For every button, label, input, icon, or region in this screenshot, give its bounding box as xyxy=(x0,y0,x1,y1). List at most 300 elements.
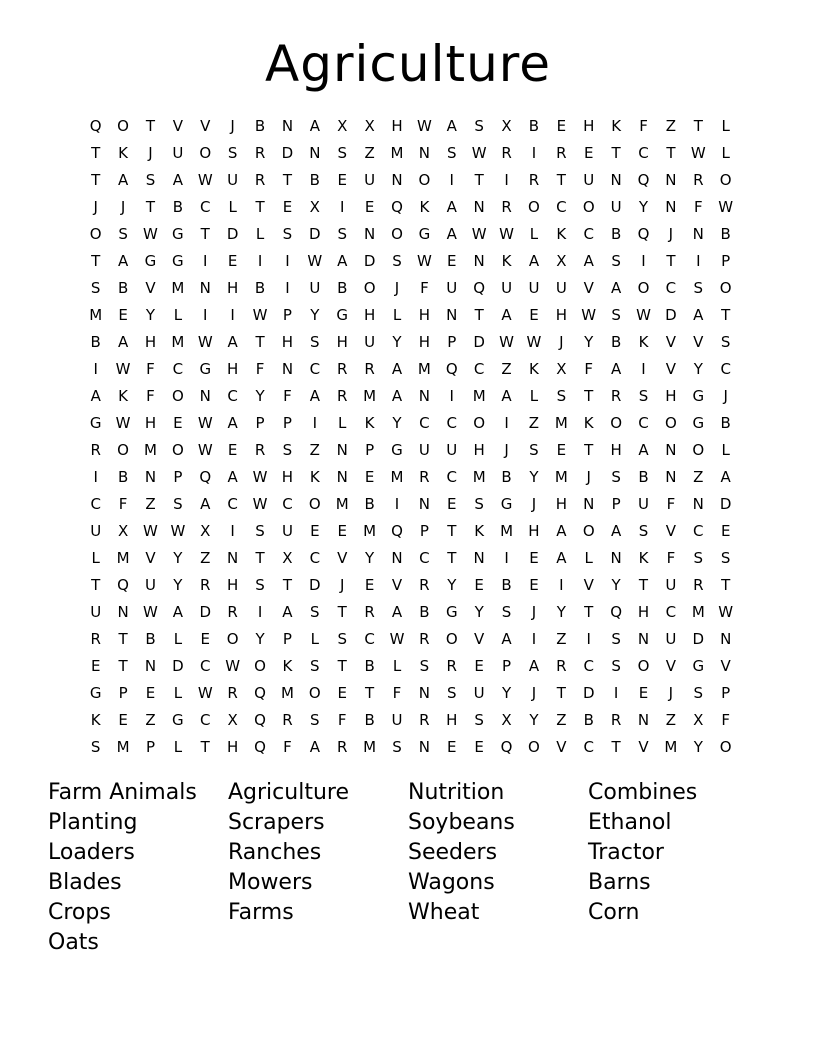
grid-letter[interactable]: Z xyxy=(665,711,677,729)
grid-letter[interactable]: S xyxy=(90,738,101,756)
grid-letter[interactable]: Y xyxy=(173,576,183,594)
grid-letter[interactable]: O xyxy=(117,441,129,459)
grid-letter[interactable]: Y xyxy=(255,387,265,405)
grid-letter[interactable]: H xyxy=(418,306,431,324)
grid-letter[interactable]: E xyxy=(282,198,293,216)
grid-letter[interactable]: O xyxy=(582,198,595,216)
grid-letter[interactable]: N xyxy=(720,630,732,648)
grid-letter[interactable]: L xyxy=(338,414,347,432)
grid-letter[interactable]: P xyxy=(419,522,429,540)
grid-letter[interactable]: R xyxy=(254,171,266,189)
grid-letter[interactable]: Z xyxy=(309,441,320,459)
grid-letter[interactable]: M xyxy=(691,603,705,621)
grid-letter[interactable]: O xyxy=(226,630,239,648)
grid-letter[interactable]: M xyxy=(363,387,377,405)
grid-letter[interactable]: T xyxy=(611,738,621,756)
grid-letter[interactable]: Y xyxy=(529,468,539,486)
grid-letter[interactable]: M xyxy=(116,549,130,567)
grid-letter[interactable]: O xyxy=(308,684,321,702)
grid-letter[interactable]: T xyxy=(200,225,210,243)
grid-letter[interactable]: C xyxy=(419,549,430,567)
grid-letter[interactable]: N xyxy=(363,225,376,243)
grid-letter[interactable]: G xyxy=(172,252,184,270)
grid-letter[interactable]: O xyxy=(692,441,705,459)
grid-letter[interactable]: I xyxy=(93,360,98,378)
grid-letter[interactable]: D xyxy=(692,630,705,648)
grid-letter[interactable]: T xyxy=(255,549,265,567)
grid-letter[interactable]: H xyxy=(227,360,239,378)
grid-letter[interactable]: O xyxy=(637,657,650,675)
grid-letter[interactable]: O xyxy=(445,630,458,648)
grid-letter[interactable]: U xyxy=(172,144,184,162)
grid-letter[interactable]: V xyxy=(665,333,677,351)
grid-letter[interactable]: K xyxy=(474,522,485,540)
grid-letter[interactable]: W xyxy=(197,333,213,351)
grid-letter[interactable]: M xyxy=(554,414,568,432)
grid-letter[interactable]: R xyxy=(610,387,622,405)
grid-letter[interactable]: B xyxy=(254,279,266,297)
grid-letter[interactable]: U xyxy=(418,441,430,459)
grid-letter[interactable]: M xyxy=(500,522,514,540)
grid-letter[interactable]: Z xyxy=(665,117,677,135)
grid-letter[interactable]: F xyxy=(255,360,265,378)
grid-letter[interactable]: Z xyxy=(693,468,704,486)
grid-letter[interactable]: E xyxy=(556,441,567,459)
grid-letter[interactable]: O xyxy=(528,198,540,216)
grid-letter[interactable]: B xyxy=(501,468,512,486)
grid-letter[interactable]: A xyxy=(528,252,540,270)
grid-letter[interactable]: R xyxy=(227,603,238,621)
grid-letter[interactable]: T xyxy=(611,144,621,162)
grid-letter[interactable]: J xyxy=(668,684,674,702)
grid-letter[interactable]: T xyxy=(638,576,649,594)
grid-letter[interactable]: T xyxy=(666,144,676,162)
grid-letter[interactable]: N xyxy=(473,549,485,567)
grid-letter[interactable]: C xyxy=(583,657,594,675)
grid-letter[interactable]: I xyxy=(93,468,98,486)
grid-letter[interactable]: Z xyxy=(145,711,156,729)
grid-letter[interactable]: D xyxy=(363,252,376,270)
grid-letter[interactable]: H xyxy=(227,279,239,297)
grid-letter[interactable]: A xyxy=(556,549,567,567)
grid-letter[interactable]: L xyxy=(173,684,183,702)
grid-letter[interactable]: Q xyxy=(610,603,623,621)
grid-letter[interactable]: T xyxy=(255,333,265,351)
grid-letter[interactable]: N xyxy=(665,171,677,189)
grid-letter[interactable]: B xyxy=(419,603,430,621)
grid-letter[interactable]: S xyxy=(474,495,484,513)
grid-letter[interactable]: N xyxy=(309,144,321,162)
grid-letter[interactable]: U xyxy=(638,495,649,513)
grid-letter[interactable]: B xyxy=(528,117,540,135)
grid-letter[interactable]: D xyxy=(473,333,485,351)
grid-letter[interactable]: B xyxy=(90,333,101,351)
grid-letter[interactable]: S xyxy=(227,144,238,162)
grid-letter[interactable]: F xyxy=(584,360,594,378)
grid-letter[interactable]: O xyxy=(418,171,431,189)
grid-letter[interactable]: V xyxy=(145,279,156,297)
grid-letter[interactable]: Y xyxy=(310,306,320,324)
grid-letter[interactable]: E xyxy=(556,117,567,135)
grid-letter[interactable]: F xyxy=(118,495,128,513)
grid-letter[interactable]: L xyxy=(173,306,183,324)
grid-letter[interactable]: F xyxy=(392,684,402,702)
grid-letter[interactable]: C xyxy=(227,495,238,513)
grid-letter[interactable]: L xyxy=(228,198,237,216)
grid-letter[interactable]: Z xyxy=(528,414,540,432)
grid-letter[interactable]: U xyxy=(555,279,567,297)
grid-letter[interactable]: T xyxy=(337,657,347,675)
grid-letter[interactable]: B xyxy=(172,198,184,216)
grid-letter[interactable]: S xyxy=(337,225,347,243)
grid-letter[interactable]: H xyxy=(227,576,239,594)
grid-letter[interactable]: N xyxy=(227,549,239,567)
grid-letter[interactable]: O xyxy=(719,279,732,297)
grid-letter[interactable]: C xyxy=(693,522,704,540)
grid-letter[interactable]: E xyxy=(638,684,649,702)
grid-letter[interactable]: P xyxy=(721,252,731,270)
grid-letter[interactable]: R xyxy=(90,441,101,459)
grid-letter[interactable]: I xyxy=(531,144,537,162)
grid-letter[interactable]: R xyxy=(501,198,512,216)
grid-letter[interactable]: T xyxy=(118,657,128,675)
grid-letter[interactable]: I xyxy=(504,549,509,567)
grid-letter[interactable]: I xyxy=(285,279,290,297)
grid-letter[interactable]: X xyxy=(556,252,567,270)
grid-letter[interactable]: M xyxy=(171,333,185,351)
grid-letter[interactable]: K xyxy=(90,711,101,729)
grid-letter[interactable]: H xyxy=(555,306,567,324)
grid-letter[interactable]: S xyxy=(337,144,347,162)
grid-letter[interactable]: U xyxy=(446,279,458,297)
grid-letter[interactable]: G xyxy=(89,684,102,702)
grid-letter[interactable]: B xyxy=(610,225,622,243)
grid-letter[interactable]: H xyxy=(363,306,376,324)
grid-letter[interactable]: H xyxy=(227,738,239,756)
grid-letter[interactable]: R xyxy=(446,657,457,675)
grid-letter[interactable]: L xyxy=(91,549,100,567)
grid-letter[interactable]: T xyxy=(145,198,156,216)
grid-letter[interactable]: G xyxy=(418,225,431,243)
grid-letter[interactable]: A xyxy=(446,117,457,135)
grid-letter[interactable]: K xyxy=(638,333,649,351)
grid-letter[interactable]: W xyxy=(526,333,542,351)
grid-letter[interactable]: B xyxy=(583,711,594,729)
grid-letter[interactable]: Q xyxy=(89,117,102,135)
grid-letter[interactable]: V xyxy=(556,738,567,756)
grid-letter[interactable]: S xyxy=(447,144,457,162)
grid-letter[interactable]: J xyxy=(93,198,98,216)
grid-letter[interactable]: T xyxy=(91,576,101,594)
grid-letter[interactable]: S xyxy=(611,306,621,324)
grid-letter[interactable]: N xyxy=(281,360,294,378)
grid-letter[interactable]: M xyxy=(417,360,431,378)
grid-letter[interactable]: T xyxy=(584,603,594,621)
grid-letter[interactable]: N xyxy=(144,468,157,486)
grid-letter[interactable]: C xyxy=(309,549,321,567)
grid-letter[interactable]: P xyxy=(118,684,128,702)
grid-letter[interactable]: O xyxy=(528,738,540,756)
grid-letter[interactable]: D xyxy=(199,603,212,621)
grid-letter[interactable]: T xyxy=(556,684,566,702)
grid-letter[interactable]: A xyxy=(200,495,211,513)
grid-letter[interactable]: Q xyxy=(637,171,650,189)
grid-letter[interactable]: V xyxy=(720,657,731,675)
grid-letter[interactable]: H xyxy=(418,333,431,351)
grid-letter[interactable]: V xyxy=(391,576,403,594)
grid-letter[interactable]: C xyxy=(638,414,649,432)
grid-letter[interactable]: J xyxy=(723,387,728,405)
grid-letter[interactable]: S xyxy=(720,549,731,567)
grid-letter[interactable]: L xyxy=(310,630,319,648)
grid-letter[interactable]: C xyxy=(665,603,677,621)
grid-letter[interactable]: R xyxy=(419,711,430,729)
grid-letter[interactable]: F xyxy=(721,711,730,729)
grid-letter[interactable]: I xyxy=(449,387,454,405)
grid-letter[interactable]: D xyxy=(226,225,239,243)
grid-letter[interactable]: W xyxy=(581,306,597,324)
grid-letter[interactable]: Q xyxy=(199,468,212,486)
grid-letter[interactable]: W xyxy=(416,117,432,135)
grid-letter[interactable]: Y xyxy=(584,333,594,351)
grid-letter[interactable]: P xyxy=(145,738,155,756)
grid-letter[interactable]: K xyxy=(118,387,128,405)
grid-letter[interactable]: T xyxy=(282,171,293,189)
grid-letter[interactable]: I xyxy=(230,306,235,324)
grid-letter[interactable]: B xyxy=(720,414,731,432)
grid-letter[interactable]: R xyxy=(282,711,293,729)
grid-letter[interactable]: E xyxy=(364,576,375,594)
grid-letter[interactable]: B xyxy=(117,468,129,486)
grid-letter[interactable]: S xyxy=(282,225,293,243)
grid-letter[interactable]: H xyxy=(391,117,403,135)
grid-letter[interactable]: C xyxy=(583,225,594,243)
grid-letter[interactable]: E xyxy=(173,414,183,432)
grid-letter[interactable]: F xyxy=(693,198,703,216)
grid-letter[interactable]: S xyxy=(173,495,183,513)
grid-letter[interactable]: I xyxy=(230,522,235,540)
grid-letter[interactable]: I xyxy=(504,171,509,189)
grid-letter[interactable]: H xyxy=(610,441,622,459)
grid-letter[interactable]: K xyxy=(501,252,512,270)
grid-letter[interactable]: K xyxy=(556,225,567,243)
grid-letter[interactable]: T xyxy=(118,630,128,648)
grid-letter[interactable]: I xyxy=(203,306,208,324)
grid-letter[interactable]: V xyxy=(583,279,594,297)
grid-letter[interactable]: W xyxy=(197,441,213,459)
grid-letter[interactable]: O xyxy=(199,144,212,162)
grid-letter[interactable]: U xyxy=(610,198,622,216)
grid-letter[interactable]: A xyxy=(446,225,457,243)
grid-letter[interactable]: S xyxy=(310,711,320,729)
grid-letter[interactable]: P xyxy=(282,414,292,432)
grid-letter[interactable]: X xyxy=(693,711,704,729)
grid-letter[interactable]: Q xyxy=(637,225,650,243)
grid-letter[interactable]: J xyxy=(531,684,537,702)
grid-letter[interactable]: D xyxy=(719,495,732,513)
grid-letter[interactable]: P xyxy=(502,657,512,675)
grid-letter[interactable]: A xyxy=(309,738,320,756)
grid-letter[interactable]: S xyxy=(255,522,265,540)
grid-letter[interactable]: E xyxy=(310,522,320,540)
grid-letter[interactable]: P xyxy=(255,414,265,432)
grid-letter[interactable]: U xyxy=(473,684,485,702)
grid-letter[interactable]: X xyxy=(309,198,320,216)
grid-letter[interactable]: U xyxy=(583,171,595,189)
grid-letter[interactable]: T xyxy=(721,306,731,324)
grid-letter[interactable]: K xyxy=(118,144,128,162)
grid-letter[interactable]: Y xyxy=(255,630,265,648)
grid-letter[interactable]: U xyxy=(364,333,376,351)
grid-letter[interactable]: W xyxy=(471,144,487,162)
grid-letter[interactable]: K xyxy=(282,657,293,675)
grid-letter[interactable]: W xyxy=(471,225,487,243)
grid-letter[interactable]: G xyxy=(172,225,184,243)
grid-letter[interactable]: Q xyxy=(254,711,266,729)
grid-letter[interactable]: N xyxy=(336,441,348,459)
grid-letter[interactable]: L xyxy=(529,225,539,243)
grid-letter[interactable]: E xyxy=(447,495,457,513)
grid-letter[interactable]: A xyxy=(117,171,129,189)
grid-letter[interactable]: D xyxy=(309,225,321,243)
grid-letter[interactable]: N xyxy=(391,171,403,189)
grid-letter[interactable]: Y xyxy=(693,738,703,756)
grid-letter[interactable]: E xyxy=(227,252,238,270)
grid-letter[interactable]: N xyxy=(336,468,348,486)
grid-letter[interactable]: A xyxy=(90,387,101,405)
grid-letter[interactable]: M xyxy=(664,738,678,756)
grid-letter[interactable]: S xyxy=(693,279,704,297)
grid-letter[interactable]: V xyxy=(172,117,183,135)
grid-letter[interactable]: F xyxy=(283,387,292,405)
grid-letter[interactable]: W xyxy=(252,495,268,513)
grid-letter[interactable]: X xyxy=(337,117,348,135)
grid-letter[interactable]: V xyxy=(474,630,485,648)
grid-letter[interactable]: F xyxy=(666,549,676,567)
grid-letter[interactable]: L xyxy=(173,630,183,648)
grid-letter[interactable]: R xyxy=(693,171,704,189)
grid-letter[interactable]: H xyxy=(665,387,677,405)
grid-letter[interactable]: R xyxy=(227,684,238,702)
grid-letter[interactable]: E xyxy=(227,441,238,459)
grid-letter[interactable]: S xyxy=(529,441,539,459)
grid-letter[interactable]: Y xyxy=(529,711,539,729)
grid-letter[interactable]: C xyxy=(720,360,731,378)
grid-letter[interactable]: H xyxy=(281,333,294,351)
grid-letter[interactable]: B xyxy=(309,171,320,189)
grid-letter[interactable]: N xyxy=(692,225,704,243)
grid-letter[interactable]: K xyxy=(419,198,430,216)
grid-letter[interactable]: W xyxy=(115,414,131,432)
grid-letter[interactable]: A xyxy=(391,603,403,621)
grid-letter[interactable]: Y xyxy=(693,360,703,378)
grid-letter[interactable]: W xyxy=(499,333,514,351)
grid-letter[interactable]: U xyxy=(391,711,403,729)
grid-letter[interactable]: S xyxy=(118,225,128,243)
grid-letter[interactable]: I xyxy=(613,684,619,702)
grid-letter[interactable]: Z xyxy=(364,144,375,162)
grid-letter[interactable]: L xyxy=(721,144,730,162)
grid-letter[interactable]: L xyxy=(721,117,730,135)
grid-letter[interactable]: B xyxy=(610,333,622,351)
grid-letter[interactable]: Z xyxy=(145,495,156,513)
grid-letter[interactable]: C xyxy=(227,387,238,405)
grid-letter[interactable]: S xyxy=(501,603,512,621)
grid-letter[interactable]: Y xyxy=(392,333,402,351)
grid-letter[interactable]: R xyxy=(364,603,375,621)
grid-letter[interactable]: A xyxy=(391,387,403,405)
grid-letter[interactable]: I xyxy=(559,576,564,594)
grid-letter[interactable]: J xyxy=(668,225,674,243)
grid-letter[interactable]: U xyxy=(665,576,677,594)
grid-letter[interactable]: H xyxy=(281,468,294,486)
grid-letter[interactable]: S xyxy=(693,549,704,567)
grid-letter[interactable]: Y xyxy=(556,603,566,621)
grid-letter[interactable]: H xyxy=(637,603,650,621)
grid-letter[interactable]: Y xyxy=(145,306,156,324)
grid-letter[interactable]: E xyxy=(529,576,539,594)
grid-letter[interactable]: E xyxy=(337,522,347,540)
grid-letter[interactable]: V xyxy=(337,549,348,567)
grid-letter[interactable]: T xyxy=(255,198,265,216)
grid-letter[interactable]: J xyxy=(120,198,126,216)
grid-letter[interactable]: I xyxy=(339,198,345,216)
grid-letter[interactable]: E xyxy=(583,144,594,162)
grid-letter[interactable]: C xyxy=(200,198,211,216)
grid-letter[interactable]: N xyxy=(610,549,622,567)
grid-letter[interactable]: O xyxy=(117,117,129,135)
grid-letter[interactable]: U xyxy=(501,279,513,297)
grid-letter[interactable]: M xyxy=(144,441,157,459)
grid-letter[interactable]: E xyxy=(90,657,101,675)
grid-letter[interactable]: O xyxy=(254,657,266,675)
grid-letter[interactable]: R xyxy=(528,171,540,189)
grid-letter[interactable]: C xyxy=(446,468,458,486)
grid-letter[interactable]: J xyxy=(339,576,345,594)
grid-letter[interactable]: T xyxy=(145,117,156,135)
grid-letter[interactable]: T xyxy=(337,603,347,621)
grid-letter[interactable]: D xyxy=(665,306,677,324)
grid-letter[interactable]: A xyxy=(610,360,622,378)
grid-letter[interactable]: B xyxy=(254,117,266,135)
grid-letter[interactable]: F xyxy=(146,360,155,378)
grid-letter[interactable]: B xyxy=(501,576,512,594)
grid-letter[interactable]: R xyxy=(336,738,348,756)
grid-letter[interactable]: O xyxy=(171,387,184,405)
grid-letter[interactable]: N xyxy=(199,387,211,405)
grid-letter[interactable]: E xyxy=(364,468,375,486)
grid-letter[interactable]: G xyxy=(391,441,403,459)
grid-letter[interactable]: W xyxy=(690,144,706,162)
grid-letter[interactable]: E xyxy=(474,576,484,594)
grid-letter[interactable]: G xyxy=(89,414,102,432)
grid-letter[interactable]: G xyxy=(172,711,184,729)
grid-letter[interactable]: G xyxy=(692,414,705,432)
grid-letter[interactable]: U xyxy=(90,603,102,621)
grid-letter[interactable]: R xyxy=(254,144,266,162)
grid-letter[interactable]: R xyxy=(556,144,567,162)
grid-letter[interactable]: X xyxy=(117,522,129,540)
grid-letter[interactable]: S xyxy=(720,333,731,351)
grid-letter[interactable]: W xyxy=(718,198,734,216)
grid-letter[interactable]: N xyxy=(446,306,458,324)
grid-letter[interactable]: H xyxy=(144,414,157,432)
grid-letter[interactable]: I xyxy=(449,171,454,189)
grid-letter[interactable]: V xyxy=(665,360,677,378)
grid-letter[interactable]: E xyxy=(337,171,347,189)
grid-letter[interactable]: U xyxy=(227,171,239,189)
grid-letter[interactable]: R xyxy=(556,657,567,675)
